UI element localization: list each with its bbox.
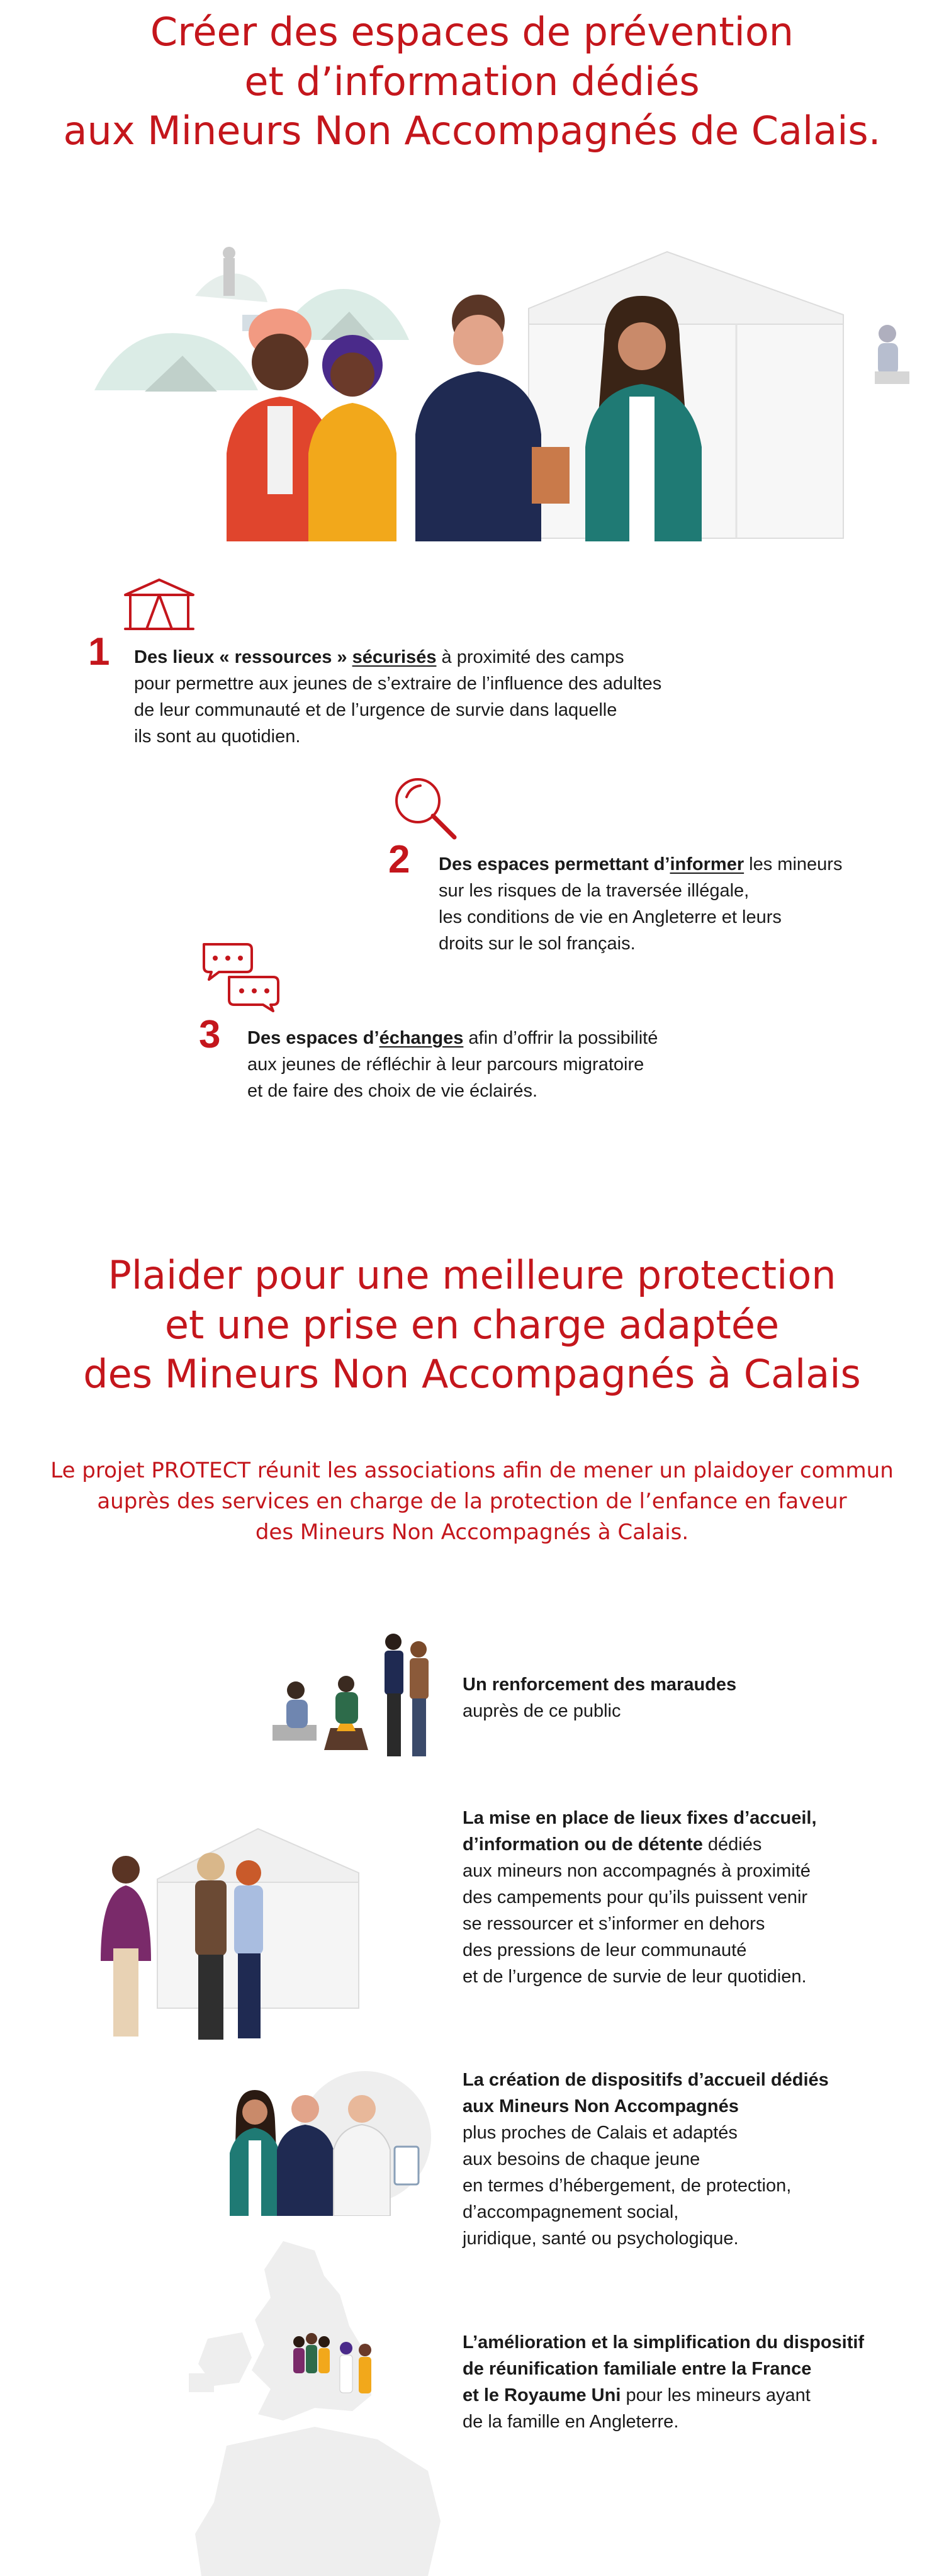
item2-text bbox=[439, 851, 917, 957]
itemB-bold-line bbox=[463, 1805, 903, 1831]
item1-lead-space bbox=[347, 647, 352, 667]
intro-line: auprès des services en charge de la protection de l’enfance en faveur bbox=[97, 1489, 847, 1514]
item1-lead-bold: « ressources » bbox=[219, 647, 347, 667]
item1-line: pour permettre aux jeunes de s’extraire de l’influence des adultes bbox=[134, 674, 662, 694]
itemD-bold-line bbox=[463, 2382, 928, 2409]
section2-title-line: et une prise en charge adaptée bbox=[164, 1301, 780, 1348]
item2-line: les conditions de vie en Angleterre et leurs bbox=[439, 907, 782, 927]
itemC-text bbox=[463, 2067, 903, 2252]
itemC-bold-line bbox=[463, 2093, 903, 2120]
section1-title-line: Créer des espaces de prévention bbox=[150, 9, 794, 55]
item1-lead-underline: sécurisés bbox=[352, 647, 437, 667]
itemA-bold: Un renforcement des maraudes bbox=[463, 1675, 737, 1695]
item1-text bbox=[134, 644, 763, 750]
itemC-bold: aux Mineurs Non Accompagnés bbox=[463, 2096, 739, 2116]
item2-rest: les mineurs bbox=[744, 854, 843, 874]
section2-title bbox=[0, 1251, 944, 1399]
section1-title-line: et d’information dédiés bbox=[244, 58, 700, 105]
itemB-bold-tail-rest: dédiés bbox=[702, 1834, 762, 1855]
itemB-line: des campements pour qu’ils puissent venir bbox=[463, 1887, 808, 1907]
itemC-line: plus proches de Calais et adaptés bbox=[463, 2123, 738, 2143]
intro-line: des Mineurs Non Accompagnés à Calais. bbox=[255, 1520, 689, 1545]
itemD-bold-tail: et le Royaume Uni bbox=[463, 2385, 621, 2405]
itemA-line: auprès de ce public bbox=[463, 1701, 621, 1721]
itemB-line: aux mineurs non accompagnés à proximité bbox=[463, 1861, 811, 1881]
hero-illustration bbox=[88, 246, 919, 541]
item3-text bbox=[247, 1025, 814, 1104]
itemB-line: des pressions de leur communauté bbox=[463, 1940, 747, 1960]
itemB-line: et de l’urgence de survie de leur quotidien. bbox=[463, 1967, 807, 1987]
section2-intro bbox=[0, 1455, 944, 1548]
outreach-illustration bbox=[267, 1630, 437, 1763]
itemD-bold-tail-rest: pour les mineurs ayant bbox=[621, 2385, 811, 2405]
item3-line: et de faire des choix de vie éclairés. bbox=[247, 1081, 538, 1101]
item1-first-line bbox=[134, 644, 763, 670]
item3-lead: Des espaces d’ bbox=[247, 1028, 379, 1048]
itemC-line: d’accompagnement social, bbox=[463, 2202, 679, 2222]
itemD-line: de la famille en Angleterre. bbox=[463, 2412, 679, 2432]
itemC-line: juridique, santé ou psychologique. bbox=[463, 2229, 739, 2249]
itemB-bold: La mise en place de lieux fixes d’accueil, bbox=[463, 1808, 817, 1828]
tent-icon bbox=[121, 576, 197, 633]
itemD-bold-line bbox=[463, 2329, 928, 2356]
chat-bubbles-icon bbox=[200, 938, 282, 1014]
item1-rest: à proximité des camps bbox=[436, 647, 624, 667]
itemD-bold-line bbox=[463, 2356, 928, 2382]
itemC-line: en termes d’hébergement, de protection, bbox=[463, 2176, 792, 2196]
section2-title-line: des Mineurs Non Accompagnés à Calais bbox=[83, 1351, 861, 1398]
itemD-text bbox=[463, 2329, 928, 2435]
item2-lead: Des espaces permettant d’ bbox=[439, 854, 670, 874]
section2-title-line: Plaider pour une meilleure protection bbox=[108, 1252, 836, 1298]
item3-line: aux jeunes de réfléchir à leur parcours migratoire bbox=[247, 1054, 644, 1075]
itemB-bold-tail: d’information ou de détente bbox=[463, 1834, 703, 1855]
itemA-bold-line bbox=[463, 1671, 903, 1698]
item3-rest: afin d’offrir la possibilité bbox=[463, 1028, 658, 1048]
item2-line: sur les risques de la traversée illégale, bbox=[439, 881, 750, 901]
itemC-line: aux besoins de chaque jeune bbox=[463, 2149, 700, 2169]
item1-number: 1 bbox=[88, 630, 110, 674]
itemB-text bbox=[463, 1805, 903, 1990]
reception-tent-illustration bbox=[88, 1822, 365, 2049]
item2-lead-underline: informer bbox=[670, 854, 745, 874]
itemB-bold-line bbox=[463, 1831, 903, 1858]
care-team-illustration bbox=[223, 2071, 437, 2216]
item3-number: 3 bbox=[199, 1013, 221, 1056]
itemB-line: se ressourcer et s’informer en dehors bbox=[463, 1914, 765, 1934]
section1-title-line: aux Mineurs Non Accompagnés de Calais. bbox=[63, 108, 881, 154]
item2-first-line bbox=[439, 851, 917, 878]
item3-first-line bbox=[247, 1025, 814, 1051]
itemD-bold: L’amélioration et la simplification du dispositif bbox=[463, 2332, 865, 2353]
item1-line: ils sont au quotidien. bbox=[134, 726, 301, 747]
item2-line: droits sur le sol français. bbox=[439, 934, 636, 954]
item1-line: de leur communauté et de l’urgence de survie dans laquelle bbox=[134, 700, 617, 720]
itemC-bold-line bbox=[463, 2067, 903, 2093]
itemC-bold: La création de dispositifs d’accueil dédiés bbox=[463, 2070, 829, 2090]
itemA-text bbox=[463, 1671, 903, 1724]
item2-number: 2 bbox=[388, 838, 410, 881]
magnifier-icon bbox=[391, 774, 461, 844]
intro-line: Le projet PROTECT réunit les associations afin de mener un plaidoyer commun bbox=[50, 1458, 894, 1483]
item1-lead: Des lieux bbox=[134, 647, 220, 667]
item3-lead-underline: échanges bbox=[379, 1028, 464, 1048]
map-family-illustration bbox=[189, 2238, 459, 2576]
itemD-bold: de réunification familiale entre la France bbox=[463, 2359, 812, 2379]
section1-title bbox=[0, 8, 944, 156]
